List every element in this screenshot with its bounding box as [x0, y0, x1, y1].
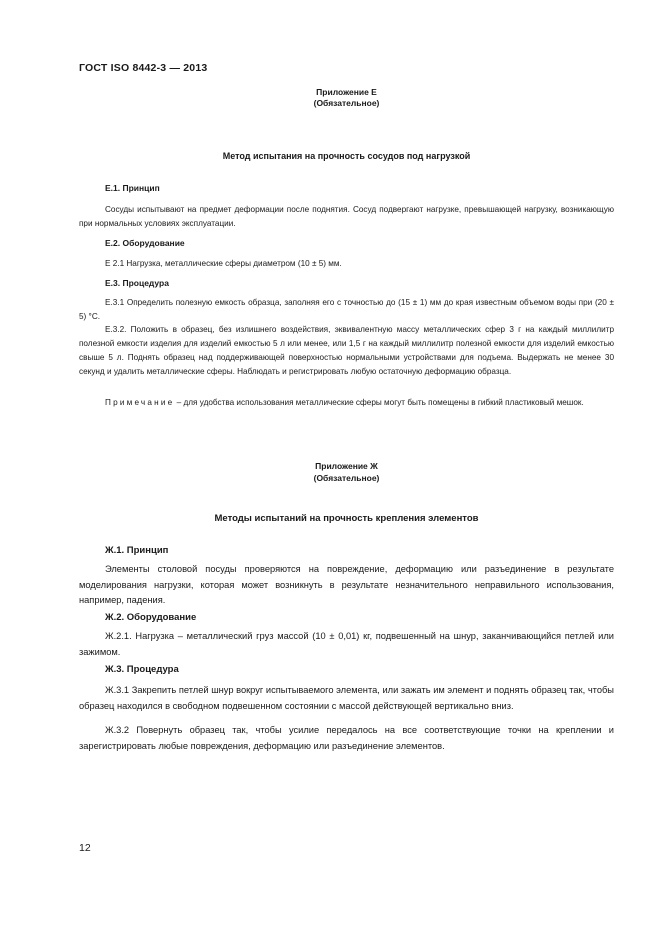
page-number: 12	[79, 842, 91, 854]
annex-e-section-1-heading: Е.1. Принцип	[105, 183, 160, 193]
annex-e-section-2-heading: Е.2. Оборудование	[105, 238, 185, 248]
annex-e-section-3-heading: Е.3. Процедура	[105, 278, 169, 288]
annex-zh-section-2-text: Ж.2.1. Нагрузка – металлический груз массой (10 ± 0,01) кг, подвешенный на шнур, заканчивающийся петлей или зажимом.	[79, 631, 614, 657]
annex-e-note	[79, 396, 614, 410]
annex-e-section-3-para-1: Е.3.1 Определить полезную емкость образца, заполняя его с точностью до (15 ± 1) мм до края известным объемом воды при (20 ± 5) °С.	[79, 298, 614, 321]
annex-e-section-3-para-2: Е.3.2. Положить в образец, без излишнего воздействия, эквивалентную массу металлических сфер 3 г на каждый миллилитр полезной емкости изделия для изделий емкостью 5 л или менее, или 1,5 г на каждый миллилитр полезной емкости для изделий емкостью свыше 5 л. Поднять образец над поддерживающей поверхностью нормальными устройствами для подъема. Выдержать не менее 30 секунд и удалить металлические сферы. Наблюдать и регистрировать любую остаточную деформацию образца.	[79, 325, 614, 376]
annex-zh-section-2-heading: Ж.2. Оборудование	[105, 612, 197, 623]
annex-e-method-title: Метод испытания на прочность сосудов под нагрузкой	[222, 151, 471, 161]
note-text: – для удобства использования металлические сферы могут быть помещены в гибкий пластиковый мешок.	[174, 398, 584, 407]
standard-code-header: ГОСТ ISO 8442-3 — 2013	[79, 62, 208, 74]
annex-zh-method-title: Методы испытаний на прочность крепления элементов	[214, 513, 479, 524]
annex-e-section-1-text: Сосуды испытывают на предмет деформации после поднятия. Сосуд подвергают нагрузке, превышающей нагрузку, возникающую при нормальных условиях эксплуатации.	[79, 205, 614, 228]
note-label: Примечание	[105, 398, 175, 407]
annex-e-section-2-text: Е 2.1 Нагрузка, металлические сферы диаметром (10 ± 5) мм.	[105, 259, 342, 268]
annex-zh-title: Приложение Ж	[315, 461, 378, 471]
annex-zh-status: (Обязательное)	[313, 473, 380, 483]
annex-zh-section-3-heading: Ж.3. Процедура	[105, 664, 179, 675]
annex-zh-section-3-para-2: Ж.3.2 Повернуть образец так, чтобы усилие передалось на все соответствующие точки на креплении и зарегистрировать любые повреждения, деформацию или разъединение элементов.	[79, 725, 614, 751]
annex-zh-section-3-para-1: Ж.3.1 Закрепить петлей шнур вокруг испытываемого элемента, или зажать им элемент и поднять образец так, чтобы образец находился в свободном подвешенном состоянии с массой действующей вертикально вниз.	[79, 685, 614, 711]
annex-zh-section-1-text: Элементы столовой посуды проверяются на повреждение, деформацию или разъединение в результате моделирования нагрузки, которая может возникнуть в результате незначительного неправильного использования, например, падения.	[79, 564, 614, 605]
annex-e-title: Приложение Е	[316, 87, 377, 97]
annex-e-status: (Обязательное)	[313, 98, 380, 108]
annex-zh-section-1-heading: Ж.1. Принцип	[105, 545, 169, 556]
